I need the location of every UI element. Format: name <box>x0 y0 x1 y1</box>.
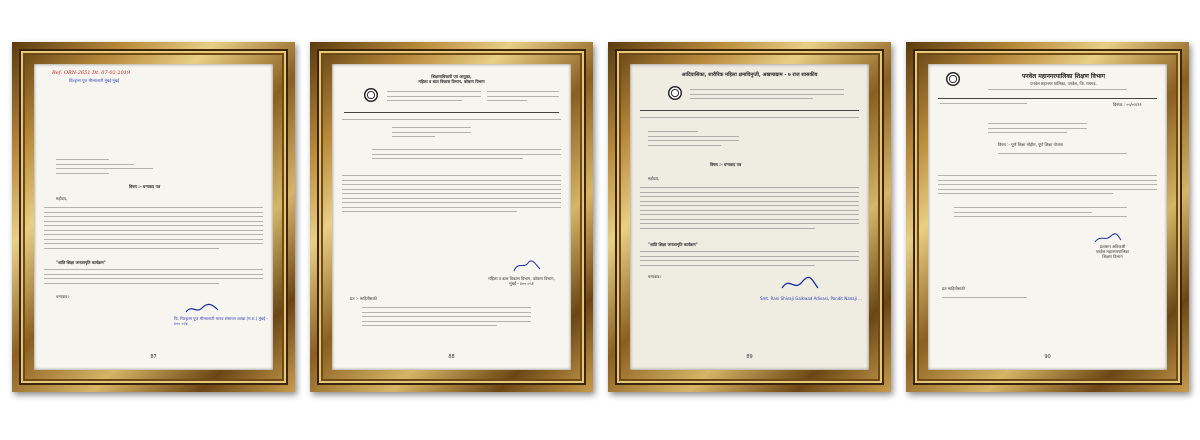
body-paragraph-1 <box>640 184 859 232</box>
header-divider <box>344 112 559 113</box>
signature-block: प्रशासन अधिकारी पनवेल महानगरपालिका शिक्षण विभाग <box>1095 244 1130 259</box>
reference-line <box>342 116 561 124</box>
picture-frame-4 <box>906 42 1189 392</box>
body-paragraph-1 <box>342 172 561 216</box>
government-emblem-icon <box>364 88 378 102</box>
copy-line: प्रत माहितीसाठी <box>942 286 965 291</box>
header-divider <box>938 98 1157 99</box>
municipal-logo-icon <box>946 72 960 86</box>
page-number: 89 <box>746 354 753 360</box>
salutation: महोदय, <box>648 176 660 181</box>
subject-reference <box>998 150 1127 158</box>
document-page-1 <box>34 64 273 370</box>
header-stamp: चिल्ड्रन्स पूज मौन्सानाटी मुंबई मुंबई <box>69 78 120 83</box>
salutation: महोदय, <box>56 196 68 201</box>
reference-line <box>640 114 859 122</box>
signature <box>780 276 820 292</box>
office-header: आदिवासिका, शारीरिक महिला क्षमाविनुप्ती, अखण्डग्राम - ७ राज शासकीय <box>681 72 818 78</box>
subject-line: विषय :- धन्यवाद पत्र <box>129 184 161 189</box>
body-paragraph-1 <box>44 204 263 252</box>
subject-block <box>372 146 561 163</box>
header-contact <box>988 86 1127 94</box>
document-page-3 <box>630 64 869 370</box>
numbered-list <box>954 204 1127 221</box>
picture-frame-1 <box>12 42 295 392</box>
copy-heading: प्रत :- माहितीसाठी <box>350 296 377 301</box>
closing-text: धन्यवाद। <box>648 274 661 279</box>
addressee-block <box>988 120 1087 137</box>
page-number: 88 <box>448 354 455 360</box>
subject-line: विषय :- धन्यवाद पत्र <box>710 162 742 167</box>
office-subheader: पनवेल महानगर पालिका, पनवेल, जि. रायगड. <box>1030 81 1097 86</box>
body-paragraph-2 <box>640 248 859 269</box>
signature-stamp: चि. चिल्ड्रन्स पूज मौन्सानाटी मानव संसाधन शाखा (म.रा.) मुंबई - ४०० ०२४ <box>174 316 268 326</box>
subject-line: विषय :- पूर्ण शिक्षा मोहीम, पूर्ण शिक्षा योजना <box>998 142 1064 147</box>
document-page-2 <box>332 64 571 370</box>
page-number: 90 <box>1044 354 1051 360</box>
body-paragraph-2 <box>44 266 263 287</box>
picture-frame-3 <box>608 42 891 392</box>
header-address <box>690 86 844 103</box>
signature-stamp: महिला व बाल विकास विभाग, कोकण विभाग, मुंबई - ४०० ०५१ <box>488 276 555 286</box>
body-paragraph-1 <box>938 172 1157 198</box>
addressee-block <box>648 128 739 149</box>
reference-line <box>940 100 1027 108</box>
page-number: 87 <box>150 354 157 360</box>
reference-number-handwritten: Ref: ORN-2651 Dt. 07-02-2019 <box>52 70 131 76</box>
signature <box>512 259 542 273</box>
copy-list <box>362 304 531 330</box>
closing-text: धन्यवाद। <box>56 294 69 299</box>
document-page-4 <box>928 64 1167 370</box>
header-divider <box>640 110 859 111</box>
office-header: शिक्षणाधिकारी एवं आयुक्त, महिला व बाल विकास विभाग, कोकण विभाग <box>418 74 485 84</box>
letter-date: दिनांक : ०५/०२/१९ <box>1113 102 1142 107</box>
signature <box>1093 232 1123 244</box>
header-address <box>387 88 481 105</box>
official-stamp: Smt. Rani Shivaji Gaikwad Adivasi, Pandit Nanaji ... <box>760 296 862 301</box>
government-emblem-icon <box>668 86 682 100</box>
program-name: "शांति शिक्षा जनजागृति कार्यक्रम" <box>648 242 698 247</box>
header-contact <box>487 88 559 105</box>
program-name: "शांति शिक्षा जनजागृति कार्यक्रम" <box>56 260 106 265</box>
copy-list <box>942 294 1027 302</box>
picture-frame-2 <box>310 42 593 392</box>
signature <box>184 302 224 316</box>
office-header: पनवेल महानगरपालिका शिक्षण विभाग <box>1022 73 1105 80</box>
addressee-block <box>56 156 153 177</box>
addressee-block <box>392 124 471 141</box>
